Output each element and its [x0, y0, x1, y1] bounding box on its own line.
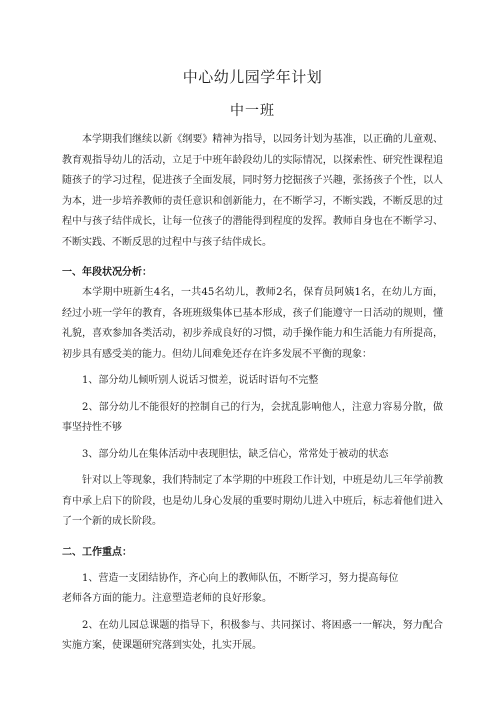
status-paragraph: 本学期中班新生4名，一共45名幼儿，教师2名，保育员阿姨1名，在幼儿方面，经过小班一学年的教育，各班班级集体已基本形成，孩子们能遵守一日活动的规则，懂礼貌，喜欢参加各类活动，初步养成良好的习惯，动手操作能力和生活能力有所提高，初步具有感受美的能力。但幼儿间难免还存在许多发展不平衡的现象： [62, 287, 443, 360]
section-heading-focus: 二、工作重点： [62, 546, 132, 558]
status-item-3: 3、部分幼儿在集体活动中表现胆怯，缺乏信心，常常处于被动的状态 [82, 448, 389, 460]
focus-item-1-line-2: 老师各方面的能力。注意塑造老师的良好形象。 [62, 593, 272, 604]
page-title: 中心幼儿园学年计划 [182, 68, 323, 86]
section-heading-status: 一、年段状况分析： [62, 267, 152, 278]
focus-item-2: 2、在幼儿园总课题的指导下，积极参与、共同探讨、将困惑一一解决，努力配合实施方案，使课题研究落到实处，扎实开展。 [62, 619, 443, 651]
status-item-2: 2、部分幼儿不能很好的控制自己的行为，会扰乱影响他人，注意力容易分散，做事坚持性不够 [62, 401, 443, 433]
status-summary-paragraph: 针对以上等现象，我们特制定了本学期的中班段工作计划，中班是幼儿三年学前教育中承上启下的阶段，也是幼儿身心发展的重要时期幼儿进入中班后，标志着他们进入了一个新的成长阶段。 [62, 475, 443, 527]
page-subtitle: 中一班 [230, 103, 275, 119]
status-item-1: 1、部分幼儿倾听别人说话习惯差，说话时语句不完整 [82, 375, 319, 386]
intro-paragraph: 本学期我们继续以新《纲要》精神为指导，以园务计划为基准，以正确的儿童观、教育观指导幼儿的活动，立足于中班年龄段幼儿的实际情况，以探索性、研究性课程追随孩子的学习过程，促进孩子全面发展，同时努力挖掘孩子兴趣，张扬孩子个性，以人为本，进一步培养教师的责任意识和创新能力，在不断学习，不断实践，不断反思的过程中与孩子结伴成长，让每一位孩子的潜能得到程度的发挥。教师自身也在不断学习、不断实践、不断反思的过程中与孩子结伴成长。 [62, 134, 443, 248]
focus-item-1-line-1: 1、营造一支团结协作，齐心向上的教师队伍，不断学习，努力提高每位 [82, 572, 399, 584]
